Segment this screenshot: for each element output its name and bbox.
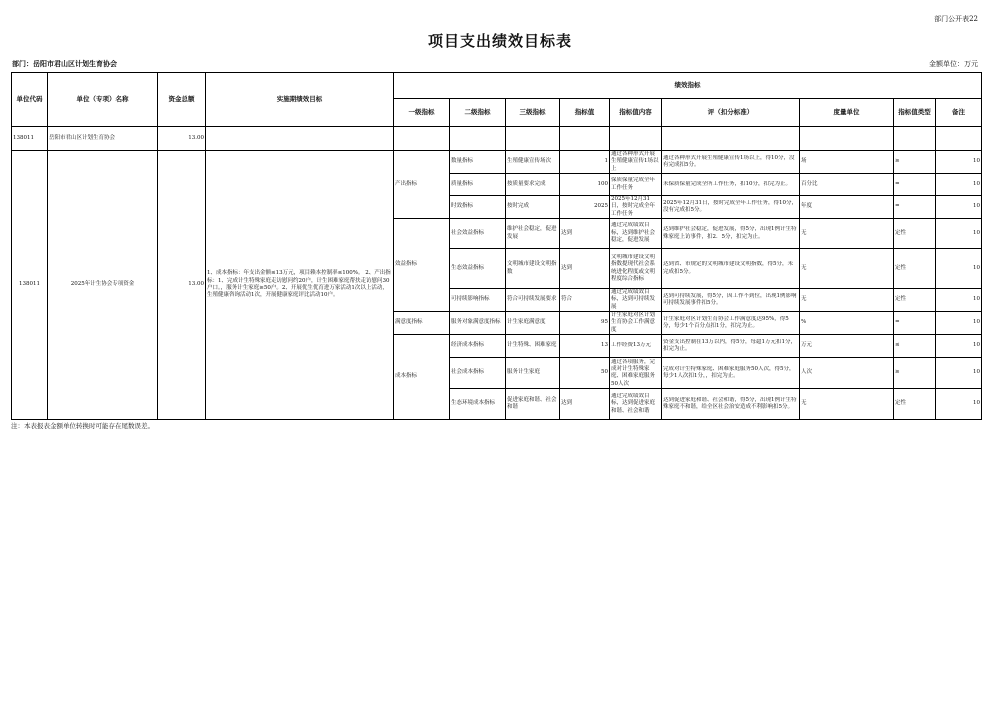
- currency-unit-label: 金额单位：万元: [929, 60, 978, 68]
- level3-cell: 计生家庭满意度: [506, 312, 560, 335]
- header-level1: 一级指标: [394, 99, 450, 127]
- value-cell: 95: [560, 312, 610, 335]
- measure-cell: 万元: [800, 335, 894, 358]
- level3-cell: 按时完成: [506, 196, 560, 219]
- eval-cell: 未保质保量完成全所工作任务，扣10分，扣完为止。: [663, 180, 792, 187]
- level2-cell: 可持续影响指标: [450, 289, 506, 312]
- level2-cell: 时效指标: [450, 196, 506, 219]
- eval-cell: 达到省、市规定的文明城市建设文明指数，得5分，未完成扣5分。: [663, 261, 794, 275]
- header-unit-name: 单位（专项）名称: [48, 73, 158, 127]
- type-cell: ≥: [894, 358, 936, 389]
- remark-cell: 10: [936, 358, 982, 389]
- eval-cell: 达到促进家庭和谐、社会和谐，得5分，出现1例计生特殊家庭不和谐，给全区社会治安造成不利影响扣5分。: [663, 396, 797, 410]
- value-cell: 达到: [560, 249, 610, 289]
- remark-cell: 10: [936, 289, 982, 312]
- level2-cell: 经济成本指标: [450, 335, 506, 358]
- level2-cell: 社会成本指标: [450, 358, 506, 389]
- header-eval: 评（扣分标准）: [662, 99, 800, 127]
- level3-cell: 促进家庭和谐、社会和谐: [506, 389, 560, 420]
- value-cell: 1: [560, 151, 610, 174]
- project-name: 2025年计生协会专项资金: [48, 151, 158, 420]
- level2-cell: 服务对象满意度指标: [450, 312, 506, 335]
- level3-cell: 按质量要求完成: [506, 174, 560, 196]
- type-cell: =: [894, 174, 936, 196]
- level3-cell: 维护社会稳定，促进发展: [506, 219, 560, 249]
- remark-cell: 10: [936, 174, 982, 196]
- level3-cell: 生殖健康宣传场次: [506, 151, 560, 174]
- value-cell: 达到: [560, 219, 610, 249]
- unit-name: 岳阳市君山区计划生育协会: [48, 127, 158, 151]
- type-cell: 定性: [894, 389, 936, 420]
- level1-satisfaction: 满意度指标: [394, 312, 450, 335]
- measure-cell: 无: [800, 389, 894, 420]
- eval-cell: 完成对计生特殊家庭、困难家庭服务50人次，得5分，每少1人次扣1分，，扣完为止。: [663, 365, 795, 379]
- measure-cell: 场: [800, 151, 894, 174]
- header-remark: 备注: [936, 99, 982, 127]
- level2-cell: 数量指标: [450, 151, 506, 174]
- level2-cell: 生态环境成本指标: [450, 389, 506, 420]
- performance-table: [11, 72, 982, 420]
- header-type: 指标值类型: [894, 99, 936, 127]
- footnote: 注：本表报表金额单位转换时可能存在尾数误差。: [11, 422, 154, 430]
- level1-output: 产出指标: [394, 151, 450, 219]
- measure-cell: 百分比: [800, 174, 894, 196]
- level3-cell: 文明城市建设文明指数: [506, 249, 560, 289]
- project-funds: 13.00: [158, 151, 206, 420]
- type-cell: ≤: [894, 335, 936, 358]
- eval-cell: 通过各种形式开展生殖健康宣传1场以上，得10分，没有完成扣5分。: [663, 154, 795, 168]
- content-cell: 通过完成绩效目标，达到促进家庭和谐、社会和谐: [611, 392, 656, 414]
- measure-cell: 无: [800, 219, 894, 249]
- value-cell: 100: [560, 174, 610, 196]
- remark-cell: 10: [936, 389, 982, 420]
- table-number-tag: 部门公开表22: [934, 15, 978, 23]
- content-cell: 通过各种形式开展生殖健康宣传1场以上: [611, 151, 659, 172]
- eval-cell: 资金支出控制在13万以内，得5分，每超1万元扣1分，扣完为止。: [663, 338, 796, 352]
- measure-cell: 年度: [800, 196, 894, 219]
- content-cell: 计生家庭对区计划生育协会工作满意度: [611, 312, 656, 333]
- unit-row: [12, 127, 982, 151]
- content-cell: 文明城市建设文明指数提现代社会系统进化程度或文明程度综合指标: [611, 253, 656, 282]
- eval-cell: 2025年12月31日，按时完成全年工作任务，得10分，没有完成扣5分。: [663, 199, 797, 213]
- level2-cell: 生态效益指标: [450, 249, 506, 289]
- type-cell: 定性: [894, 289, 936, 312]
- content-cell: 保质保量完成全年工作任务: [611, 177, 656, 191]
- eval-cell: 计生家庭对区计划生育协会工作满意度达95%，得5分，每少1个百分点扣1分，扣完为止。: [663, 315, 789, 329]
- remark-cell: 10: [936, 312, 982, 335]
- header-performance: 绩效指标: [394, 73, 982, 99]
- page-title: 项目支出绩效目标表: [427, 32, 572, 50]
- level1-benefit: 效益指标: [394, 219, 450, 312]
- eval-cell: 达到可持续发展，得5分，因工作不到位，出现1例影响可持续发展事件扣5分。: [663, 292, 797, 306]
- content-cell: 通过完成绩效目标，达到维护社会稳定，促进发展: [611, 222, 656, 244]
- level2-cell: 社会效益指标: [450, 219, 506, 249]
- department-label: 部门：岳阳市君山区计划生育协会: [12, 59, 117, 68]
- unit-code: 138011: [12, 127, 48, 151]
- content-cell: 通过各项服务，完成对计生特殊家庭、困难家庭服务50人次: [611, 358, 656, 387]
- unit-funds: 13.00: [158, 127, 206, 151]
- header-funds: 资金总额: [158, 73, 206, 127]
- measure-cell: %: [800, 312, 894, 335]
- type-cell: =: [894, 312, 936, 335]
- value-cell: 50: [560, 358, 610, 389]
- level3-cell: 计生特殊、困难家庭: [506, 335, 560, 358]
- indicator-row: [12, 151, 982, 174]
- type-cell: ≥: [894, 151, 936, 174]
- level1-cost: 成本指标: [394, 335, 450, 420]
- value-cell: 符合: [560, 289, 610, 312]
- header-level3: 三级指标: [506, 99, 560, 127]
- type-cell: =: [894, 196, 936, 219]
- type-cell: 定性: [894, 249, 936, 289]
- content-cell: 工作经费13万元: [611, 342, 651, 349]
- value-cell: 2025: [560, 196, 610, 219]
- header-measure: 度量单位: [800, 99, 894, 127]
- header-row-1: [12, 73, 982, 99]
- remark-cell: 10: [936, 219, 982, 249]
- header-value: 指标值: [560, 99, 610, 127]
- level3-cell: 符合可持续发展要求: [506, 289, 560, 312]
- project-code: 138011: [12, 151, 48, 420]
- remark-cell: 10: [936, 151, 982, 174]
- remark-cell: 10: [936, 335, 982, 358]
- level3-cell: 服务计生家庭: [506, 358, 560, 389]
- content-cell: 通过完成绩效目标，达到可持续发展: [611, 289, 656, 310]
- measure-cell: 无: [800, 249, 894, 289]
- header-unit-code: 单位代码: [12, 73, 48, 127]
- value-cell: 达到: [560, 389, 610, 420]
- level2-cell: 质量指标: [450, 174, 506, 196]
- value-cell: 13: [560, 335, 610, 358]
- remark-cell: 10: [936, 196, 982, 219]
- measure-cell: 无: [800, 289, 894, 312]
- header-content: 指标值内容: [610, 99, 662, 127]
- content-cell: 2025年12月31日，按时完成全年工作任务: [611, 196, 656, 217]
- remark-cell: 10: [936, 249, 982, 289]
- type-cell: 定性: [894, 219, 936, 249]
- header-level2: 二级指标: [450, 99, 506, 127]
- measure-cell: 人次: [800, 358, 894, 389]
- project-target: 1、成本指标：年支出金额≤13万元，项目赖本控制率≤100%。 2、产出指标：1、完成计生特殊家庭走访慰问约20户，计生困难家庭帮扶走访慰问30户口。，服务计生家庭≥50户。2、开展优生优育进万家活动1次以上活动，生殖健康咨询活动1次，开展健康家庭评比活动10户。: [206, 151, 394, 420]
- eval-cell: 达到维护社会稳定，促进发展，得5分，出现1例计生特殊家庭上访事件，扣2．5分，扣完为止。: [663, 226, 797, 240]
- header-target: 实施期绩效目标: [206, 73, 394, 127]
